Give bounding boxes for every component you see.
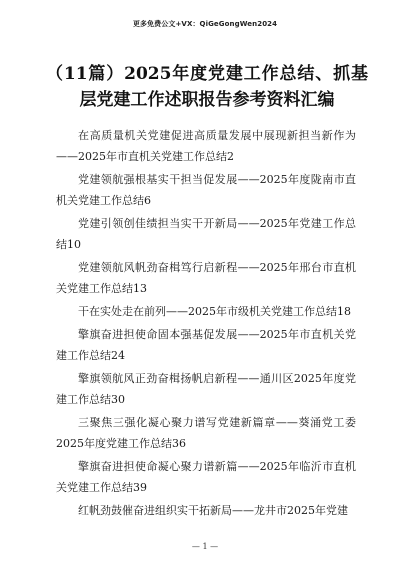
toc-entry[interactable] [56, 169, 356, 211]
toc-entry-text: 党建引领创佳绩担当实干开新局——2025年党建工作总结 [56, 217, 356, 251]
toc-entry-text: 党建领航强根基实干担当促发展——2025年度陇南市直机关党建工作总结 [56, 173, 356, 207]
toc-entry-text: 擎旗奋进担使命凝心聚力谱新篇——2025年临沂市直机关党建工作总结 [56, 460, 356, 494]
toc-entry-page: 18 [337, 305, 351, 318]
toc-entry-page: 24 [111, 349, 125, 362]
toc-entry[interactable] [56, 213, 356, 255]
toc-entry[interactable] [56, 412, 356, 454]
toc-entry[interactable] [56, 301, 356, 322]
document-title: （11篇）2025年度党建工作总结、抓基层党建工作述职报告参考资料汇编 [46, 64, 368, 110]
toc-entry-text: 擎旗领航风正劲奋楫扬帆启新程——通川区2025年度党建工作总结 [56, 372, 356, 406]
toc-entry-text: 在高质量机关党建促进高质量发展中展现新担当新作为——2025年市直机关党建工作总结 [56, 129, 356, 163]
toc-entry-page: 39 [133, 481, 147, 494]
toc-entry-page: 6 [144, 194, 151, 207]
toc-entry-text: 党建领航风帆劲奋楫笃行启新程——2025年邢台市直机关党建工作总结 [56, 261, 356, 295]
toc-entry[interactable] [56, 257, 356, 299]
page-number: — 1 — [191, 542, 219, 551]
toc-entry-text: 红帆劲鼓催奋进组织实干拓新局——龙井市2025年党建 [78, 504, 348, 517]
toc-entry[interactable] [56, 500, 356, 521]
toc-entry[interactable] [56, 456, 356, 498]
header-note: 更多免费公文+VX：QiGeGongWen2024 [132, 20, 278, 28]
toc-entry-page: 36 [172, 437, 186, 450]
toc-entry[interactable] [56, 125, 356, 167]
toc-entry[interactable] [56, 368, 356, 410]
toc-entry-page: 30 [111, 393, 125, 406]
toc-entry-page: 10 [67, 238, 81, 251]
table-of-contents [56, 125, 356, 523]
toc-entry-page: 13 [133, 282, 147, 295]
toc-entry[interactable] [56, 324, 356, 366]
toc-entry-text: 干在实处走在前列——2025年市级机关党建工作总结 [78, 305, 337, 318]
toc-entry-text: 擎旗奋进担使命固本强基促发展——2025年市直机关党建工作总结 [56, 328, 356, 362]
toc-entry-text: 三聚焦三强化凝心聚力谱写党建新篇章——葵涌党工委2025年度党建工作总结 [56, 416, 356, 450]
toc-entry-page: 2 [227, 150, 234, 163]
